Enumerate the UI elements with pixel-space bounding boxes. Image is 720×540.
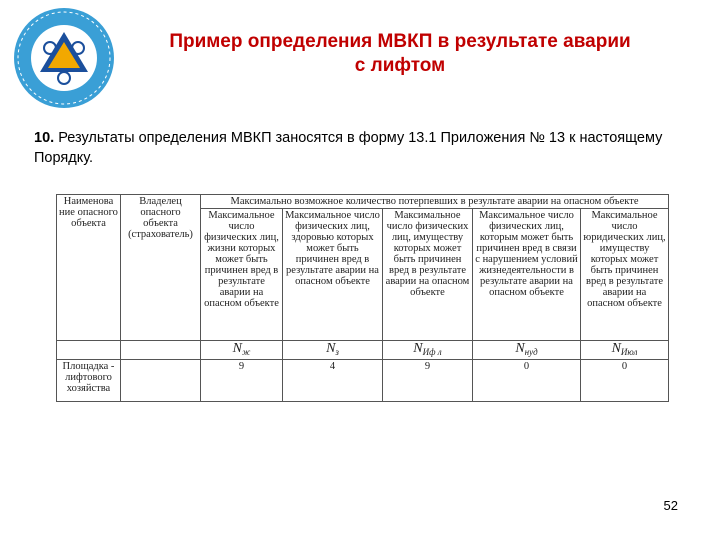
paragraph-text: Результаты определения МВКП заносятся в форму 13.1 Приложения № 13 к настоящему Порядку.: [34, 130, 663, 166]
symbol-n-z: $N_з$: [283, 341, 383, 360]
row-value-ifl: 9: [383, 360, 473, 402]
title-line-1: Пример определения МВКП в результате аварии: [169, 31, 631, 52]
emergency-service-emblem-icon: [12, 6, 116, 110]
symbol-n-iul: $N_{Июл}$: [581, 341, 669, 360]
row-value-zh: 9: [201, 360, 283, 402]
symbol-n-nud: $N_{нуд}$: [473, 341, 581, 360]
symbol-empty-2: [121, 341, 201, 360]
subheader-health: Максимальное число физических лиц, здоровью которых может быть причинен вред в результате аварии на опасном объекте: [283, 209, 383, 341]
row-value-iul: 0: [581, 360, 669, 402]
table-row: [57, 360, 669, 402]
page-number: 52: [663, 498, 678, 513]
row-object-name: Площадка - лифтового хозяйства: [57, 360, 121, 402]
row-owner: [121, 360, 201, 402]
subheader-property-legal: Максимальное число юридических лиц, имуществу которых может быть причинен вред в результате аварии на опасном объекте: [581, 209, 669, 341]
header-object-name: Наименова ние опасного объекта: [57, 195, 121, 341]
row-value-z: 4: [283, 360, 383, 402]
symbol-n-zh: $N_ж$: [201, 341, 283, 360]
subheader-property-individuals: Максимальное число физических лиц, имуществу которых может быть причинен вред в результате аварии на опасном объекте: [383, 209, 473, 341]
row-value-nud: 0: [473, 360, 581, 402]
form-13-1-table: [56, 194, 669, 402]
header-owner: Владелец опасного объекта (страхователь): [121, 195, 201, 341]
symbol-empty-1: [57, 341, 121, 360]
header-group: Максимально возможное количество потерпевших в результате аварии на опасном объекте: [201, 195, 669, 209]
page-title: [130, 30, 670, 78]
instruction-paragraph: [34, 128, 684, 168]
subheader-living-conditions: Максимальное число физических лиц, которым может быть причинен вред в связи с нарушением условий жизнедеятельности в результате аварии на опасном объекте: [473, 209, 581, 341]
title-line-2: с лифтом: [354, 55, 446, 76]
symbol-n-ifl: $N_{Иф л}$: [383, 341, 473, 360]
subheader-life: Максимальное число физических лиц, жизни которых может быть причинен вред в результате аварии на опасном объекте: [201, 209, 283, 341]
paragraph-number: 10.: [34, 130, 55, 146]
